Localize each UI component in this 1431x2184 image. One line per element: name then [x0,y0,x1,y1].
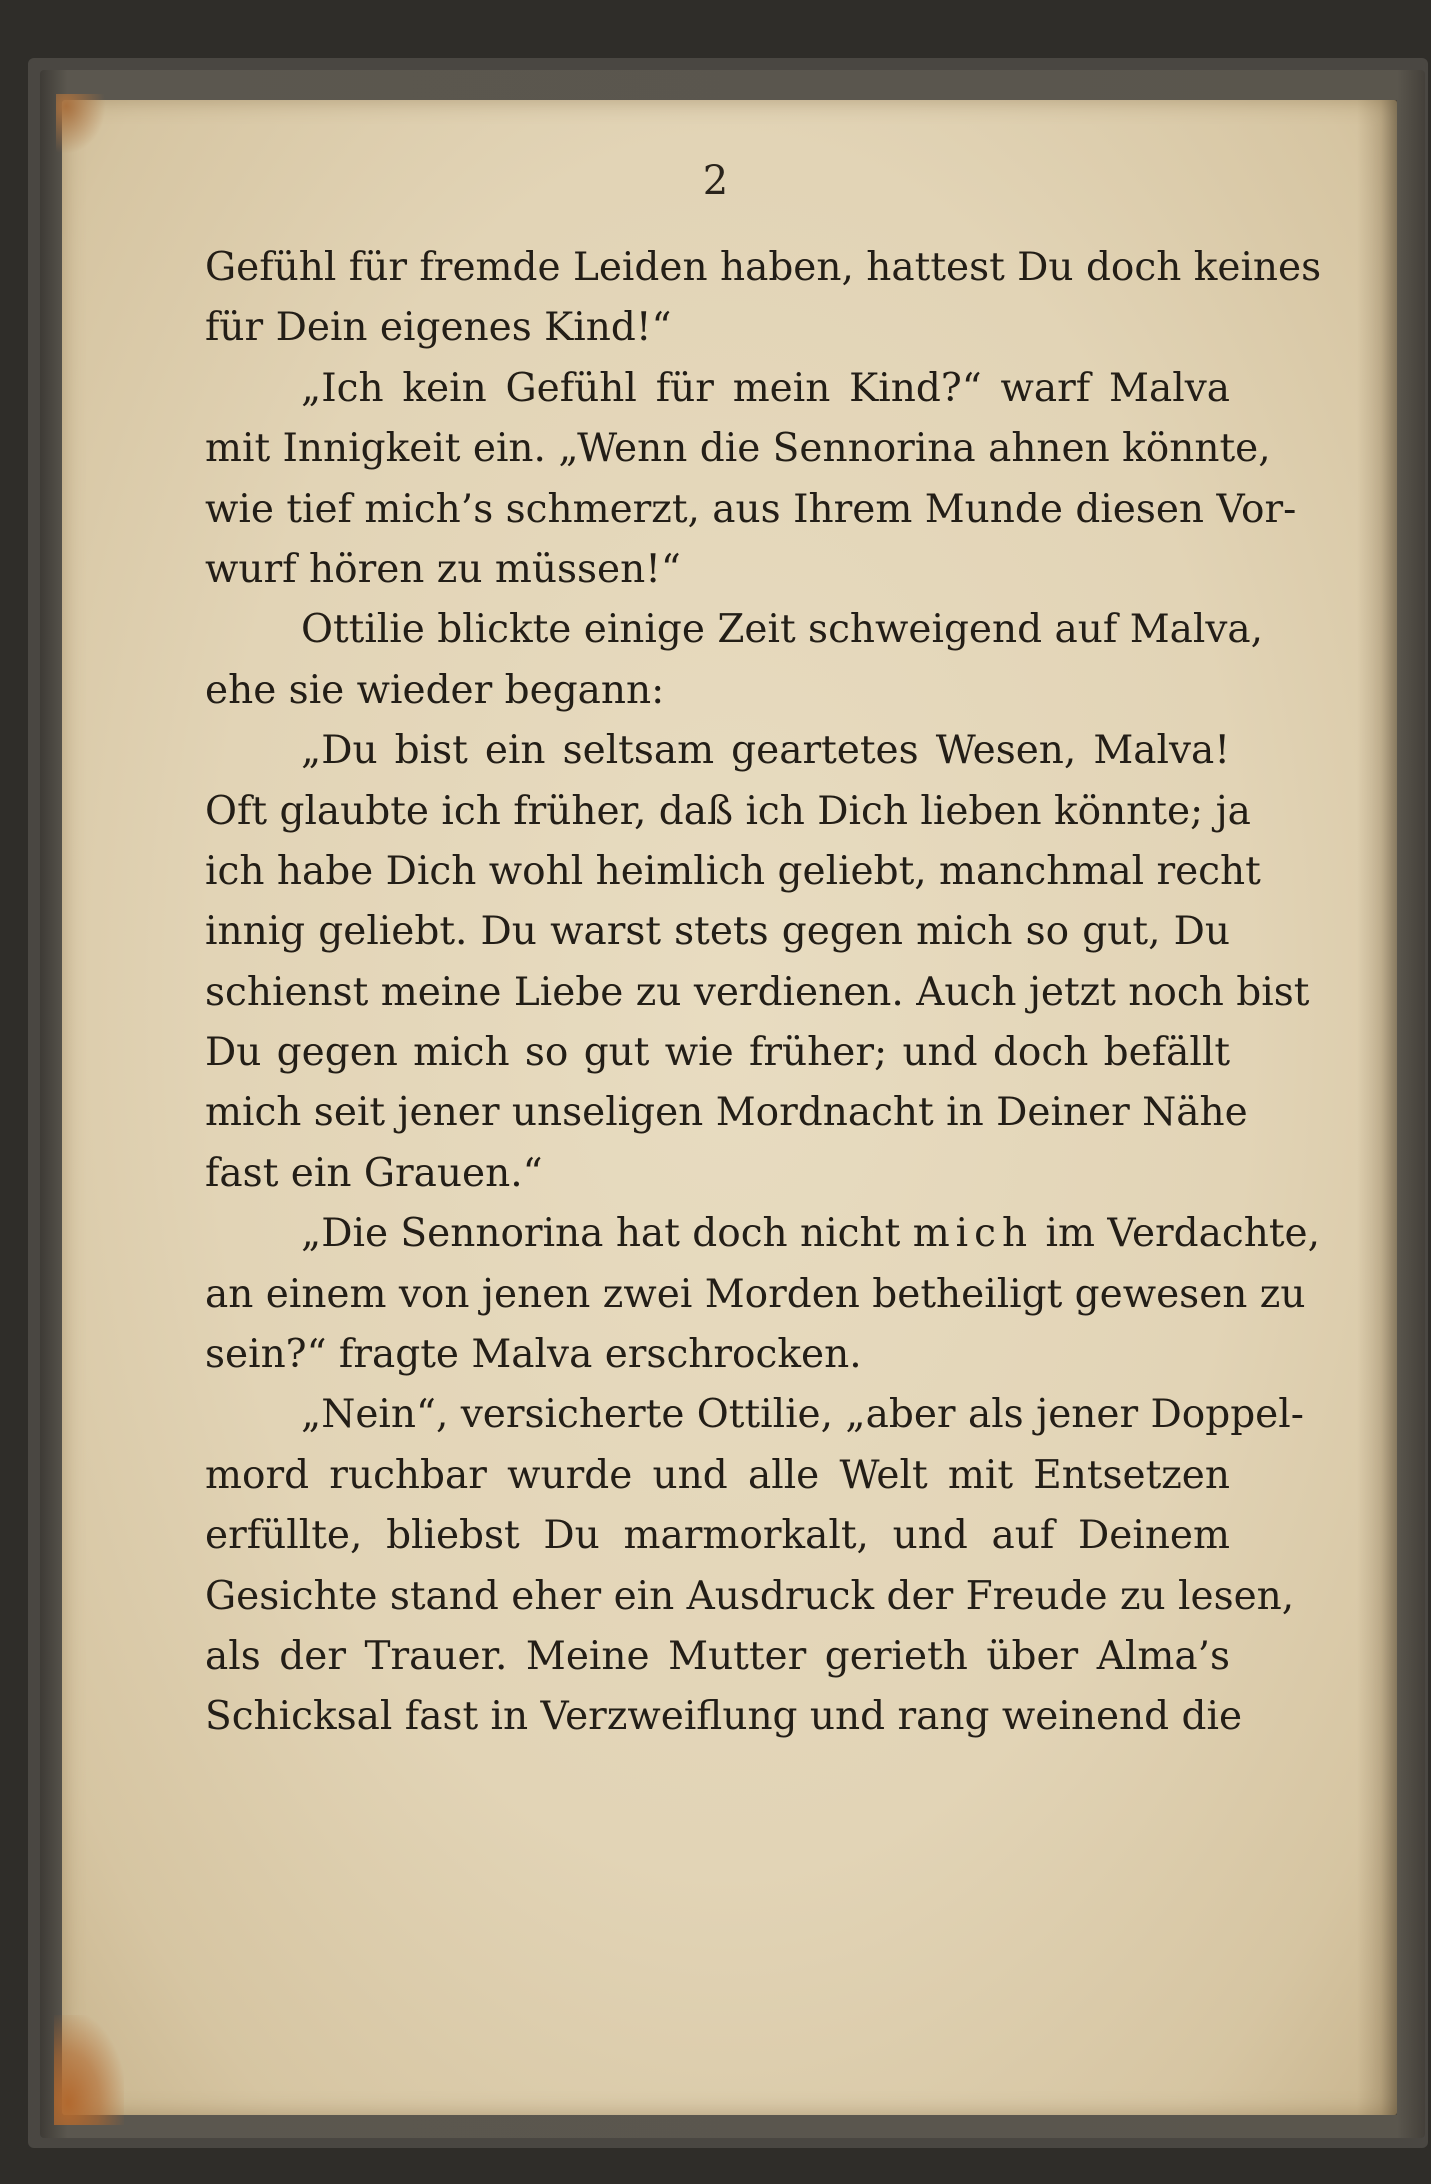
text-line: für Dein eigenes Kind!“ [205,305,672,351]
body-text [205,238,1322,1748]
text-line: an einem von jenen zwei Morden betheiligt gewesen zu [205,1271,1306,1317]
text-line: sein?“ fragte Malva erschrocken. [205,1332,862,1378]
emphasized-word: mich [912,1211,1034,1257]
text-line: „Nein“, versicherte Ottilie, „aber als jener Doppel- [301,1392,1304,1438]
text-line: „Du bist ein seltsam geartetes Wesen, Malva! [301,728,1230,774]
text-line: Schicksal fast in Verzweiflung und rang weinend die [205,1694,1243,1740]
corner-stain-top-left [56,94,106,154]
text-line: Oft glaubte ich früher, daß ich Dich lieben könnte; ja [205,788,1251,834]
text-line: wurf hören zu müssen!“ [205,546,681,592]
page-number: 2 [702,158,729,204]
text-line: als der Trauer. Meine Mutter gerieth über Alma’s [205,1633,1230,1679]
text-line: ehe sie wieder begann: [205,667,665,713]
page-gutter-shadow [1357,100,1397,2115]
text-line: mich seit jener unseligen Mordnacht in Deiner Nähe [205,1090,1248,1136]
text-line: fast ein Grauen.“ [205,1150,543,1196]
text-line: ich habe Dich wohl heimlich geliebt, manchmal recht [205,848,1261,894]
text-line: schienst meine Liebe zu verdienen. Auch jetzt noch bist [205,969,1310,1015]
corner-stain-bottom-left [54,2015,124,2125]
text-line: Gesichte stand eher ein Ausdruck der Freude zu lesen, [205,1573,1295,1619]
text-line: Du gegen mich so gut wie früher; und doch befällt [205,1030,1230,1076]
text-line: mord ruchbar wurde und alle Welt mit Entsetzen [205,1452,1230,1498]
text-line: Ottilie blickte einige Zeit schweigend auf Malva, [301,607,1264,653]
text-line: mit Innigkeit ein. „Wenn die Sennorina ahnen könnte, [205,426,1271,472]
text-line: wie tief mich’s schmerzt, aus Ihrem Munde diesen Vor- [205,486,1297,532]
text-line: „Die Sennorina hat doch nicht mich im Verdachte, [301,1211,1320,1257]
text-line: „Ich kein Gefühl für mein Kind?“ warf Malva [301,365,1230,411]
text-line: erfüllte, bliebst Du marmorkalt, und auf Deinem [205,1513,1230,1559]
text-line: Gefühl für fremde Leiden haben, hattest Du doch keines [205,245,1322,290]
text-line: innig geliebt. Du warst stets gegen mich so gut, Du [205,909,1230,955]
